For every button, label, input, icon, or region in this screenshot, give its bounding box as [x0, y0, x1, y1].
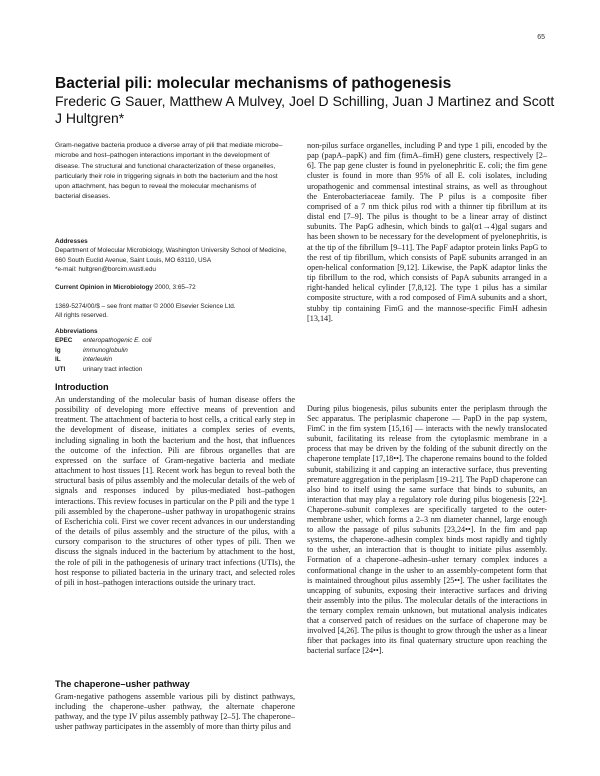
abbreviation-value: urinary tract infection [83, 365, 143, 373]
abbreviation-key: Ig [55, 346, 61, 354]
abbreviation-row [55, 355, 152, 364]
abbreviation-row [55, 346, 152, 355]
author-email: *e-mail: hultgren@borcim.wustl.edu [55, 266, 156, 274]
abbreviation-row [55, 365, 152, 374]
article-title: Bacterial pili: molecular mechanisms of pathogenesis [55, 75, 452, 92]
introduction-text: An understanding of the molecular basis of human disease offers the possibility of developing more effective means of prevention and treatment. The attachment of bacteria to host cells, a critical early step in the development of disease, initiates a complex series of events, including signaling in both the bacterium and the host, that influences the outcome of the infection. Pili are fibrous organelles that are expressed on the surface of Gram-negative bacteria and mediate attachment to host tissues [1]. Recent work has begun to reveal both the structural basis of pilus assembly and the molecular details of the web of signals and responses induced by pilus-mediated host–pathogen interactions. This review focuses in particular on the P pili and the type 1 pili assembled by the chaperone–usher pathway in uropathogenic strains of Escherichia coli. First we cover recent advances in our understanding of the details of pilus assembly and the structure of the pilus, with a cursory comparison to the structures of other types of pili. Then we discuss the signals induced in the bacterium by attachment to the host, the role of pili in the pathogenesis of urinary tract infections (UTIs), the host response to piliated bacteria in the urinary tract, and selected roles of pili in host–pathogen interactions outside the urinary tract. [55, 395, 295, 587]
introduction-heading: Introduction [55, 382, 109, 392]
citation-line [55, 283, 295, 292]
chaperone-usher-heading: The chaperone–usher pathway [55, 679, 190, 689]
abbreviation-key: UTI [55, 365, 66, 373]
abbreviations-block [55, 327, 295, 374]
abbreviation-key: IL [55, 356, 61, 364]
article-summary: Gram-negative bacteria produce a diverse array of pili that mediate microbe–microbe and host–pathogen interactions important in the development of disease. The structural and functional characterization of these organelles, particularly their role in triggering signals in both the bacterium and the host upon attachment, has begun to reveal the molecular mechanisms of bacterial diseases. [55, 142, 283, 201]
abbreviation-value: immunoglobulin [83, 346, 128, 354]
copyright-line-1: 1369-5274/00/$ – see front matter © 2000 Elsevier Science Ltd. [55, 303, 236, 310]
citation-details: 2000, 3:65–72 [153, 284, 196, 291]
addresses-text: Department of Molecular Microbiology, Washington University School of Medicine, 660 South Euclid Avenue, Saint Louis, MO 63110, USA [55, 247, 287, 264]
copyright-line-2: All rights reserved. [55, 312, 108, 320]
abbreviations-heading: Abbreviations [55, 328, 98, 335]
right-column-paragraph-1: non-pilus surface organelles, including P and type 1 pili, encoded by the pap (papA–papK) and fim (fimA–fimH) gene clusters, respectively [2–6]. The pap gene cluster is found in pyelonephritic E. coli; the fim gene cluster is found in more than 95% of all E. coli isolates, including uropathogenic and commensal intestinal strains, as well as throughout the Enterobacteriaceae family. The P pilus is a composite fiber comprised of a 7 nm thick pilus rod with a thinner tip fibrillum at its distal end [7–9]. The pilus is thought to be a linear array of distinct subunits. The PapG adhesin, which binds to gal(α1→4)gal sugars and has been shown to be necessary for the development of pyelonephritis, is at the tip of the fibrillum [9–11]. The PapF adaptor protein links PapG to the rest of tip fibrillum, which consists of PapE subunits arranged in an open-helical conformation [9,12]. Likewise, the PapK adaptor links the tip fibrillum to the rod, which consists of PapA subunits arranged in a right-handed helical cylinder [7,8,12]. The type 1 pilus has a similar composite structure, with a rod composed of FimA subunits and a short, stubby tip containing FimG and the mannose-specific FimH adhesin [13,14]. [307, 141, 547, 323]
page-number: 65 [537, 34, 545, 41]
right-column-paragraph-2: During pilus biogenesis, pilus subunits enter the periplasm through the Sec apparatus. The periplasmic chaperone — PapD in the pap system, FimC in the fim system [15,16] — interacts with the newly translocated subunit, facilitating its release from the cytoplasmic membrane in a process that may be driven by the folding of the subunit directly on the chaperone template [17,18••]. The chaperone remains bound to the folded subunit, stabilizing it and capping an interactive surface, thus preventing premature aggregation in the periplasm [19–21]. The PapD chaperone can also bind to itself using the same surface that binds to subunits, an interaction that may play a regulatory role during pilus biogenesis [22•]. Chaperone–subunit complexes are specifically targeted to the outer-membrane usher, which forms a 2–3 nm diameter channel, large enough to allow the passage of pilus subunits [23,24••]. In the fim and pap systems, the chaperone–adhesin complex binds most rapidly and tightly to the usher, an interaction that is thought to initiate pilus assembly. Formation of a chaperone–adhesin–usher ternary complex induces a conformational change in the usher to an assembly-competent form that is maintained throughout pilus assembly [25••]. The usher facilitates the uncapping of subunits, exposing their interactive surfaces and driving their assembly into the pilus. The molecular details of the interactions in the ternary complex remain unknown, but mutational analysis indicates that a conserved patch of residues on the surface of chaperone may be involved [4,26]. The pilus is thought to grow through the usher as a linear fiber that packages into its final quaternary structure upon reaching the bacterial surface [24••]. [307, 404, 547, 656]
abbreviations-table [55, 336, 152, 374]
addresses-block [55, 237, 295, 275]
abbreviation-key: EPEC [55, 337, 73, 345]
addresses-heading: Addresses [55, 238, 88, 245]
article-authors: Frederic G Sauer, Matthew A Mulvey, Joel D Schilling, Juan J Martinez and Scott J Hultgren* [55, 93, 555, 126]
journal-name: Current Opinion in Microbiology [55, 284, 153, 291]
abbreviation-value: interleukin [83, 356, 113, 364]
chaperone-usher-text: Gram-negative pathogens assemble various pili by distinct pathways, including the chaperone–usher pathway, the alternate chaperone pathway, and the type IV pilus assembly pathway [2–5]. The chaperone–usher pathway participates in the assembly of more than thirty pilus and [55, 692, 295, 732]
abbreviation-value: enteropathogenic E. coli [83, 337, 152, 345]
abbreviation-row [55, 336, 152, 345]
copyright-block [55, 302, 295, 321]
